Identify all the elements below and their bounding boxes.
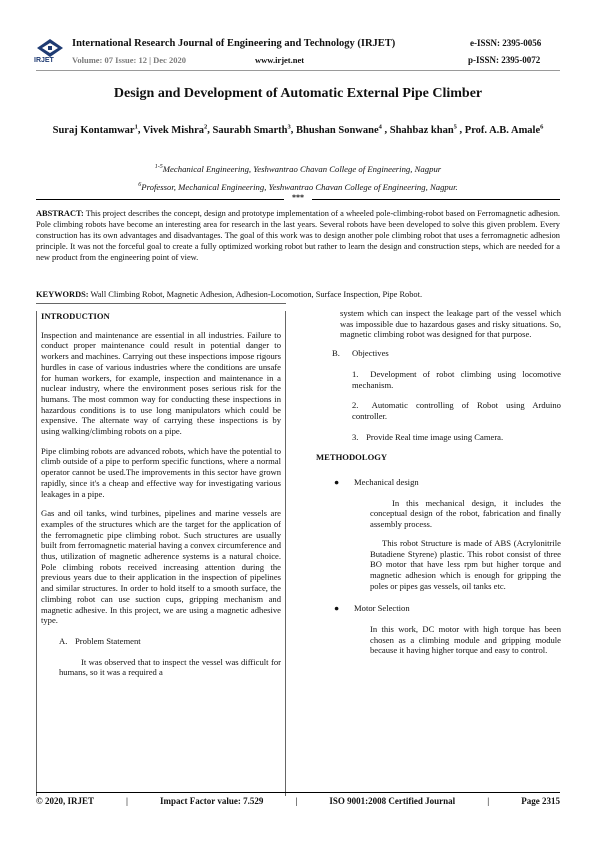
abstract-text: This project describes the concept, design and prototype implementation of a wheeled pole-climbing-robot based on Ferromagnetic adhesion. Pole climbing robots have become an interesting area for research in the last years. Several robots have been developed to solve this given problem. Every construction has its own advantages and disadvantages. The goal of this work was to design another pole climbing robot that uses a ferromagnetic adhesion principle. It was not the forceful goal to create a fully optimized working robot but rather to learn the design and construction steps, which are needed for a new product from the engineering point of view. bbox=[36, 209, 560, 262]
author: Prof. A.B. Amale$^6$ bbox=[464, 123, 544, 136]
paragraph: In this mechanical design, it includes the conceptual design of the robot, fabrication and finally assembly process. bbox=[370, 497, 561, 530]
journal-title: International Research Journal of Engineering and Technology (IRJET) bbox=[72, 38, 396, 49]
footer-separator: | bbox=[487, 796, 490, 806]
logo-text: IRJET bbox=[34, 57, 54, 64]
affiliation: $^6$Professor, Mechanical Engineering, Yeshwantrao Chavan College of Engineering, Nagpur. bbox=[138, 182, 458, 192]
objectives-list bbox=[352, 369, 561, 443]
p-issn: p-ISSN: 2395-0072 bbox=[468, 55, 541, 65]
abstract-label: ABSTRACT: bbox=[36, 209, 84, 218]
author: Saurabh Smarth$^3$ bbox=[212, 123, 291, 136]
left-column bbox=[36, 303, 286, 789]
author: Shahbaz khan$^5$ bbox=[389, 123, 457, 136]
paragraph: Inspection and maintenance are essential in all industries. Failure to conduct proper maintenance could result in potential danger to workers and machines. Carrying out these inspections impose rigours hurdles in case of various industries where the conditions are unsafe for human workers, for example, inspection and maintenance in a nuclear industry, where the environment poses serious risk for the humans. The most common way for conducting these inspections in hazardous conditions is to use long manipulators which could be expensive. The alternate way of carrying these inspections is by using walking/climbing robots on a pipe. bbox=[41, 329, 281, 437]
list-item: 2. Automatic controlling of Robot using Arduino controller. bbox=[352, 400, 561, 421]
volume-issue: Volume: 07 Issue: 12 | Dec 2020 bbox=[72, 55, 186, 65]
paragraph: This robot Structure is made of ABS (Acrylonitrile Butadiene Styrene) plastic. This robot consist of three BO motor that have less rpm but higher torque and magnetic adhesion which is enough for gripping the poles or pipes gas vessels, oil tanks etc. bbox=[370, 537, 561, 591]
separator-mark: *** bbox=[292, 193, 304, 202]
journal-logo bbox=[36, 38, 64, 68]
author: Bhushan Sonwane$^4$ bbox=[296, 123, 382, 136]
keywords-text: Wall Climbing Robot, Magnetic Adhesion, Adhesion-Locomotion, Surface Inspection, Pipe Robot. bbox=[90, 290, 423, 299]
e-issn: e-ISSN: 2395-0056 bbox=[470, 38, 542, 48]
bullet-icon: ● bbox=[334, 603, 340, 614]
copyright: © 2020, IRJET bbox=[36, 796, 94, 806]
iso-certification: ISO 9001:2008 Certified Journal bbox=[329, 796, 456, 806]
paragraph: Pipe climbing robots are advanced robots, which have the potential to climb outside of a pipe to perform specific functions, where a normal operator cannot be used.The improvements in this sector have grown rapidly, since it's a cheap and effective way for investigating various leakages in a pipe. bbox=[41, 445, 281, 499]
subsection-heading-objectives: B. Objectives bbox=[332, 348, 389, 359]
keywords bbox=[36, 289, 560, 300]
impact-factor: Impact Factor value: 7.529 bbox=[160, 796, 264, 806]
footer-separator: | bbox=[126, 796, 128, 806]
paragraph: Gas and oil tanks, wind turbines, pipelines and marine vessels are examples of the structures which are the target for the application of the ferromagnetic pipe climbing robot. Such structures are usually built from ferromagnetic material having a convex circumference and thus, utilization of magnetic adherence systems is a natural choice. Pole climbing robots received increasing attention during the previous years due to their application in the inspection of pipelines and similar structures. In order to hold itself to a smooth surface, the climbing robot can use suction cups, gripping mechanism and magnetic adhesive. In this project, we are using a magnetic adhesive type. bbox=[41, 508, 281, 626]
list-item: 3. Provide Real time image using Camera. bbox=[352, 431, 504, 442]
paragraph: system which can inspect the leakage part of the vessel which was impossible due to hazardous gases and risky situations. So, magnetic climbing robot was designed for that purpose. bbox=[340, 308, 561, 340]
author: Suraj Kontamwar$^1$ bbox=[52, 123, 138, 136]
author: Vivek Mishra$^2$ bbox=[142, 123, 208, 136]
abstract bbox=[36, 208, 560, 263]
section-separator bbox=[36, 194, 560, 204]
paragraph: It was observed that to inspect the vessel was difficult for humans, so it was a required a bbox=[59, 656, 281, 678]
paragraph: In this work, DC motor with high torque has been chosen as a climbing module and gripping module because it having higher torque and easy to control. bbox=[370, 624, 561, 656]
journal-website-link[interactable]: www.irjet.net bbox=[255, 55, 305, 65]
page-number: Page 2315 bbox=[521, 796, 560, 806]
bullet-heading-mechanical-design: ● Mechanical design bbox=[334, 477, 419, 488]
section-heading-methodology: METHODOLOGY bbox=[316, 452, 388, 463]
footer-separator: | bbox=[295, 796, 298, 806]
keywords-label: KEYWORDS: bbox=[36, 290, 89, 299]
header-rule bbox=[36, 70, 560, 71]
paper-title: Design and Development of Automatic External Pipe Climber bbox=[113, 86, 483, 101]
page-footer bbox=[36, 796, 560, 806]
bullet-icon: ● bbox=[334, 477, 340, 488]
bullet-heading-motor-selection: ● Motor Selection bbox=[334, 603, 410, 614]
subsection-heading-problem-statement: A. Problem Statement bbox=[59, 635, 141, 646]
author-list: Suraj Kontamwar$^1$, Vivek Mishra$^2$, Saurabh Smarth$^3$, Bhushan Sonwane$^4$ , Shahbaz khan$^5$ , Prof. A.B. Amale$^6$ bbox=[52, 123, 544, 136]
affiliation: $^{1-5}$Mechanical Engineering, Yeshwantrao Chavan College of Engineering, Nagpur bbox=[154, 164, 442, 174]
footer-rule bbox=[36, 792, 560, 793]
list-item: 1. Development of robot climbing using locomotive mechanism. bbox=[352, 368, 561, 390]
right-column bbox=[316, 308, 561, 664]
section-heading-introduction: INTRODUCTION bbox=[41, 311, 110, 321]
